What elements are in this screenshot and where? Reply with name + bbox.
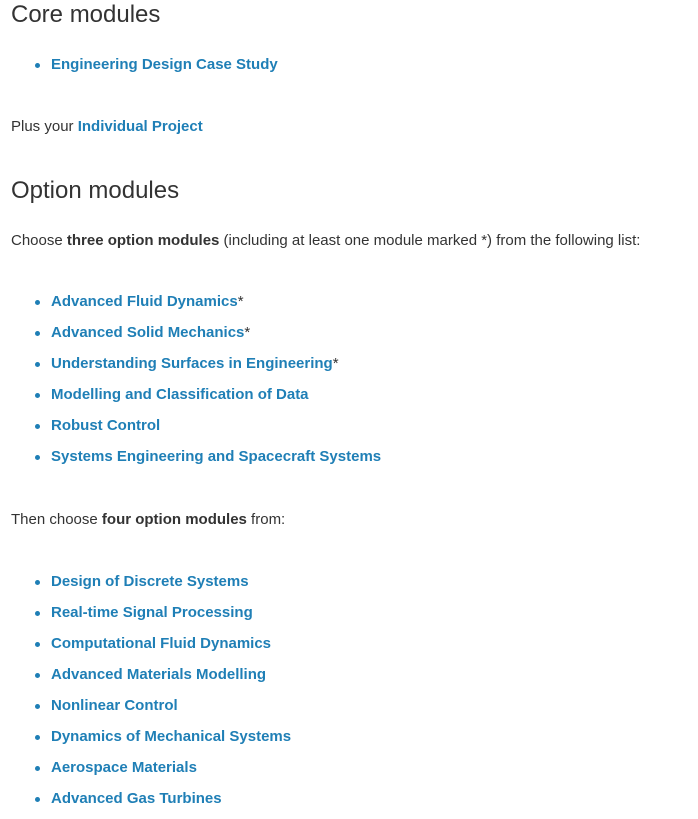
option-modules-heading: Option modules (11, 177, 180, 204)
individual-project-link[interactable]: Individual Project (77, 118, 203, 135)
module-link[interactable]: Advanced Materials Modelling (51, 666, 267, 683)
bullet-icon (35, 362, 40, 367)
bullet-icon (35, 766, 40, 771)
module-link[interactable]: Modelling and Classification of Data (51, 386, 309, 403)
module-list-item (11, 664, 291, 695)
bullet-icon (35, 424, 40, 429)
module-link[interactable]: Real-time Signal Processing (51, 604, 253, 621)
module-link[interactable]: Design of Discrete Systems (51, 573, 249, 590)
module-list-item (11, 353, 381, 384)
bullet-icon (35, 673, 40, 678)
module-list-item (11, 322, 381, 353)
plus-text: Plus your (11, 118, 78, 135)
module-link[interactable]: Systems Engineering and Spacecraft Systems (51, 448, 382, 465)
module-link[interactable]: Aerospace Materials (51, 759, 197, 776)
module-list-item (11, 384, 381, 415)
bullet-icon (35, 735, 40, 740)
bullet-icon (35, 63, 40, 68)
module-list-item (11, 633, 291, 664)
core-modules-heading: Core modules (11, 1, 161, 28)
bullet-icon (35, 331, 40, 336)
choose-four-instruction (11, 509, 285, 531)
choose-prefix: Choose (11, 232, 67, 249)
bullet-icon (35, 455, 40, 460)
then-prefix: Then choose (11, 511, 102, 528)
module-list-item (11, 695, 291, 726)
option-modules-list-2 (11, 571, 291, 819)
module-link[interactable]: Advanced Solid Mechanics (51, 324, 245, 341)
then-suffix: from: (246, 511, 286, 528)
module-link[interactable]: Engineering Design Case Study (51, 56, 278, 73)
then-bold: four option modules (101, 511, 247, 528)
bullet-icon (35, 300, 40, 305)
module-link[interactable]: Computational Fluid Dynamics (51, 635, 272, 652)
bullet-icon (35, 393, 40, 398)
choose-suffix: (including at least one module marked *) from the following list: (219, 232, 641, 249)
choose-three-instruction (11, 230, 640, 252)
option-modules-list-1 (11, 291, 381, 477)
module-list-item (11, 291, 381, 322)
plus-individual-project-text (11, 116, 203, 138)
module-link[interactable]: Robust Control (51, 417, 161, 434)
module-link[interactable]: Nonlinear Control (51, 697, 178, 714)
bullet-icon (35, 704, 40, 709)
module-list-item (11, 446, 381, 477)
module-required-marker: * (237, 293, 244, 310)
module-list-item (11, 788, 291, 819)
bullet-icon (35, 797, 40, 802)
module-list-item (11, 54, 278, 85)
module-link[interactable]: Advanced Fluid Dynamics (51, 293, 238, 310)
core-modules-list (11, 54, 278, 85)
bullet-icon (35, 580, 40, 585)
module-link[interactable]: Understanding Surfaces in Engineering (51, 355, 333, 372)
module-list-item (11, 726, 291, 757)
module-link[interactable]: Advanced Gas Turbines (51, 790, 222, 807)
module-link[interactable]: Dynamics of Mechanical Systems (51, 728, 292, 745)
choose-bold: three option modules (66, 232, 220, 249)
module-list-item (11, 602, 291, 633)
module-required-marker: * (332, 355, 339, 372)
module-list-item (11, 415, 381, 446)
module-list-item (11, 757, 291, 788)
bullet-icon (35, 642, 40, 647)
bullet-icon (35, 611, 40, 616)
module-list-item (11, 571, 291, 602)
module-required-marker: * (244, 324, 251, 341)
